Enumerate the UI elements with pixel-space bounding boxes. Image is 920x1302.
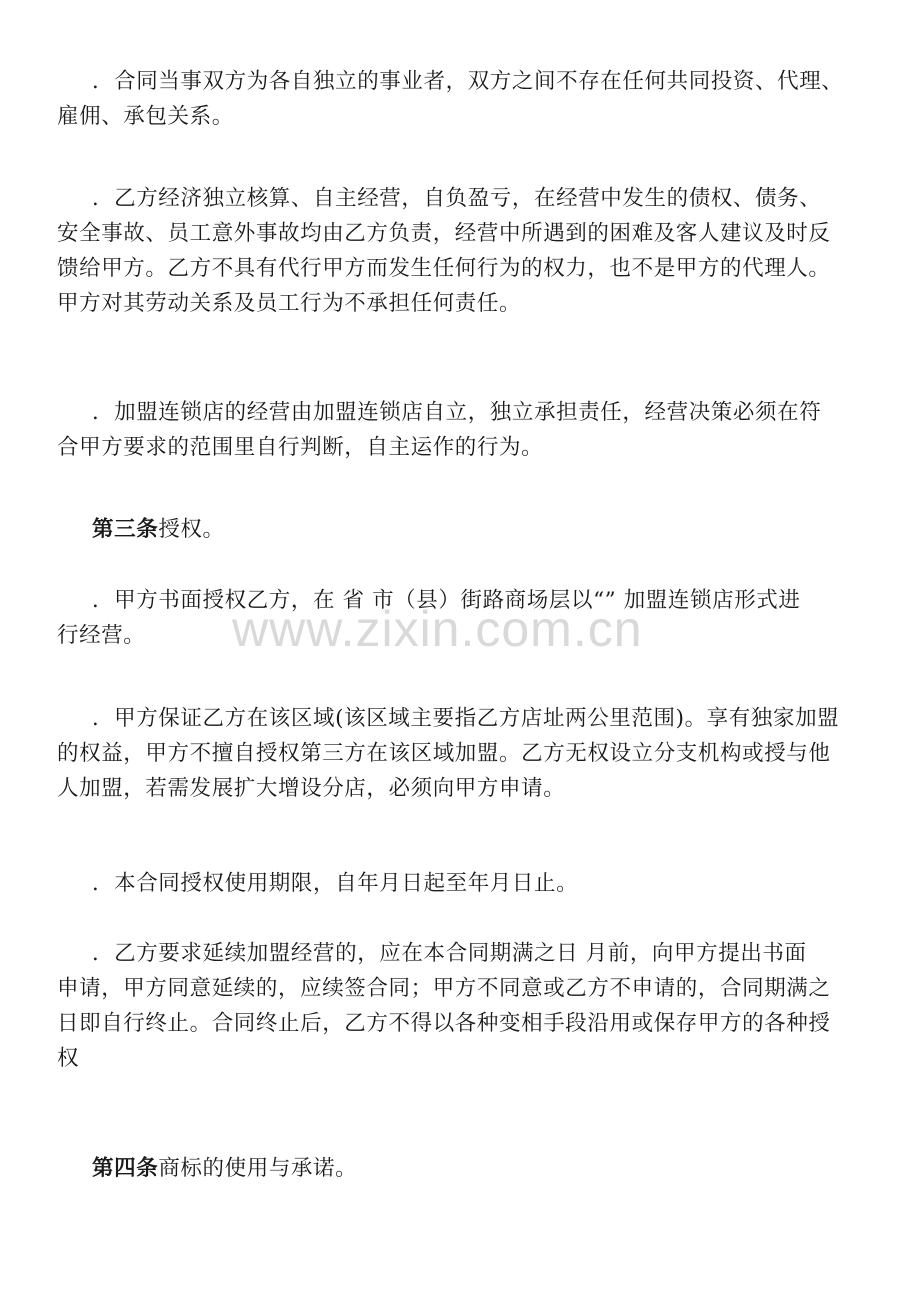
- paragraph-line: ．甲方保证乙方在该区域(该区域主要指乙方店址两公里范围)。享有独家加盟: [92, 706, 840, 731]
- paragraph-line: ．合同当事双方为各自独立的事业者，双方之间不存在任何共同投资、代理、: [92, 69, 844, 94]
- article-number: 第四条: [92, 1156, 159, 1181]
- paragraph-line: 合甲方要求的范围里自行判断，自主运作的行为。: [57, 435, 544, 460]
- clause-paragraph-3: [57, 395, 887, 465]
- article-title: 授权。: [158, 517, 225, 542]
- paragraph-line: 安全事故、员工意外事故均由乙方负责，经营中所遇到的困难及客人建议及时反: [57, 221, 831, 246]
- clause-paragraph-1: [57, 64, 887, 134]
- article-number: 第三条: [92, 517, 159, 542]
- paragraph-line: 的权益，甲方不擅自授权第三方在该区域加盟。乙方无权设立分支机构或授与他: [57, 741, 831, 766]
- article-heading-4: [57, 1151, 887, 1186]
- paragraph-line: 馈给甲方。乙方不具有代行甲方而发生任何行为的权力，也不是甲方的代理人。: [57, 256, 831, 281]
- clause-paragraph-7: [57, 936, 887, 1076]
- clause-paragraph-2: [57, 181, 887, 321]
- watermark-text: www.zixin.com.cn: [232, 601, 643, 657]
- article-title: 商标的使用与承诺。: [158, 1156, 358, 1181]
- paragraph-line: 日即自行终止。合同终止后，乙方不得以各种变相手段沿用或保存甲方的各种授: [57, 1011, 831, 1036]
- paragraph-line: 行经营。: [57, 623, 146, 648]
- paragraph-line: 人加盟，若需发展扩大增设分店，必须向甲方申请。: [57, 776, 566, 801]
- paragraph-line: ．本合同授权使用期限，自年月日起至年月日止。: [92, 871, 579, 896]
- paragraph-line: 申请，甲方同意延续的，应续签合同；甲方不同意或乙方不申请的，合同期满之: [57, 976, 831, 1001]
- clause-paragraph-6: [57, 866, 887, 901]
- article-heading-3: [57, 512, 887, 547]
- paragraph-line: ．乙方经济独立核算、自主经营，自负盈亏，在经营中发生的债权、债务、: [92, 186, 822, 211]
- paragraph-line: ．乙方要求延续加盟经营的，应在本合同期满之日 月前，向甲方提出书面: [92, 941, 807, 966]
- paragraph-line: 甲方对其劳动关系及员工行为不承担任何责任。: [57, 291, 522, 316]
- clause-paragraph-4: [57, 583, 887, 653]
- paragraph-line: ．加盟连锁店的经营由加盟连锁店自立，独立承担责任，经营决策必须在符: [92, 400, 822, 425]
- paragraph-line: 雇佣、承包关系。: [57, 104, 234, 129]
- paragraph-line: ．甲方书面授权乙方，在 省 市（县）街路商场层以“” 加盟连锁店形式进: [92, 588, 801, 613]
- paragraph-line: 权: [57, 1046, 80, 1071]
- clause-paragraph-5: [57, 701, 887, 806]
